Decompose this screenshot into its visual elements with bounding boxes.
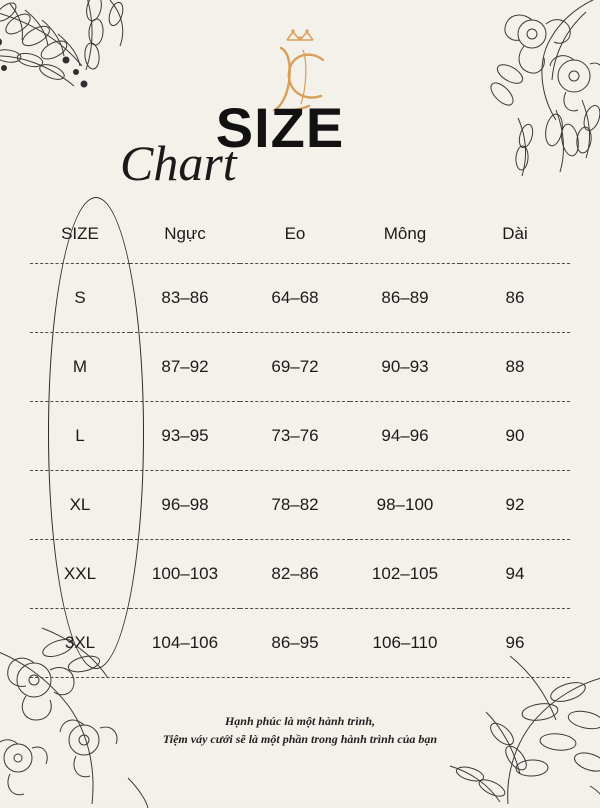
table-header-row (30, 205, 570, 264)
cell-waist: 78–82 (240, 471, 350, 540)
cell-size: 3XL (30, 609, 130, 678)
table-row (30, 609, 570, 678)
cell-hip: 90–93 (350, 333, 460, 402)
page-title (0, 96, 600, 191)
cell-bust: 87–92 (130, 333, 240, 402)
cell-hip: 86–89 (350, 264, 460, 333)
cell-hip: 106–110 (350, 609, 460, 678)
cell-bust: 104–106 (130, 609, 240, 678)
cell-length: 94 (460, 540, 570, 609)
column-header-bust: Ngực (130, 205, 240, 264)
cell-waist: 86–95 (240, 609, 350, 678)
cell-length: 96 (460, 609, 570, 678)
column-header-size: SIZE (30, 205, 130, 264)
cell-bust: 93–95 (130, 402, 240, 471)
title-size-word: SIZE (215, 96, 345, 159)
table-row (30, 264, 570, 333)
cell-size: XXL (30, 540, 130, 609)
table-row (30, 333, 570, 402)
cell-hip: 102–105 (350, 540, 460, 609)
cell-waist: 82–86 (240, 540, 350, 609)
cell-size: M (30, 333, 130, 402)
size-table (30, 205, 570, 678)
footer-line-1: Hạnh phúc là một hành trình, (224, 714, 376, 728)
column-header-hip: Mông (350, 205, 460, 264)
cell-waist: 64–68 (240, 264, 350, 333)
cell-waist: 73–76 (240, 402, 350, 471)
cell-length: 90 (460, 402, 570, 471)
cell-length: 92 (460, 471, 570, 540)
column-header-length: Dài (460, 205, 570, 264)
title-chart-word: Chart (120, 135, 237, 191)
cell-hip: 94–96 (350, 402, 460, 471)
cell-waist: 69–72 (240, 333, 350, 402)
cell-hip: 98–100 (350, 471, 460, 540)
size-table-container (30, 205, 570, 678)
table-row (30, 471, 570, 540)
cell-bust: 96–98 (130, 471, 240, 540)
cell-bust: 83–86 (130, 264, 240, 333)
footer-tagline (0, 712, 600, 748)
cell-bust: 100–103 (130, 540, 240, 609)
footer-line-2: Tiệm váy cưới sẽ là một phần trong hành trình của bạn (162, 732, 438, 746)
table-row (30, 540, 570, 609)
column-header-waist: Eo (240, 205, 350, 264)
table-row (30, 402, 570, 471)
cell-size: XL (30, 471, 130, 540)
cell-length: 88 (460, 333, 570, 402)
cell-length: 86 (460, 264, 570, 333)
cell-size: L (30, 402, 130, 471)
cell-size: S (30, 264, 130, 333)
